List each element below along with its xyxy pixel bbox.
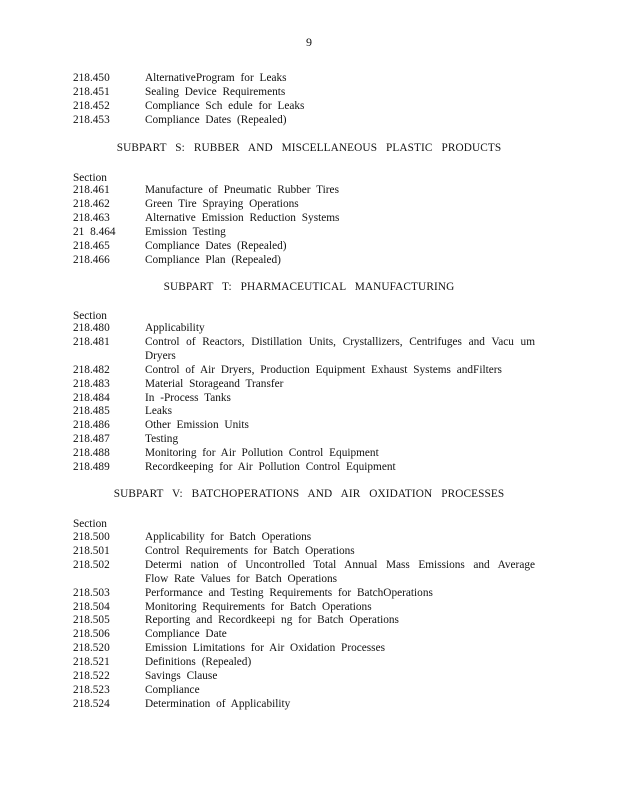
section-entry [0, 614, 618, 628]
section-number: 218.520 [73, 642, 110, 655]
section-number: 218.503 [73, 586, 110, 599]
section-entry [0, 226, 618, 240]
section-list-subpart-s [0, 184, 618, 267]
section-label: Section [73, 310, 107, 322]
section-label: Section [73, 518, 107, 530]
section-title: Applicability for Batch Operations [145, 531, 312, 543]
section-number: 218.522 [73, 670, 110, 683]
section-number: 218.524 [73, 697, 110, 710]
section-entry [0, 72, 618, 86]
section-title: Compliance Plan (Repealed) [145, 253, 281, 266]
section-number: 218.486 [73, 419, 110, 432]
section-title: Applicability [145, 322, 205, 334]
section-title: Recordkeeping for Air Pollution Control Equipment [145, 461, 396, 474]
section-number: 218.480 [73, 322, 110, 334]
section-list-group1 [0, 72, 618, 128]
section-entry [0, 587, 618, 601]
section-number: 218.481 [73, 335, 110, 348]
section-title: Emission Limitations for Air Oxidation Processes [145, 642, 385, 655]
section-entry [0, 545, 618, 559]
section-entry [0, 212, 618, 226]
section-entry [0, 628, 618, 642]
subpart-t-heading: SUBPART T: PHARMACEUTICAL MANUFACTURING [163, 281, 455, 293]
section-number: 218.523 [73, 683, 110, 696]
section-entry [0, 254, 618, 268]
section-entry [0, 336, 618, 364]
section-number: 218.452 [73, 99, 110, 112]
section-title: Definitions (Repealed) [145, 656, 252, 669]
section-title: Control of Air Dryers, Production Equipment Exhaust Systems andFilters [145, 363, 502, 376]
section-entry [0, 698, 618, 712]
section-title: Monitoring for Air Pollution Control Equipment [145, 447, 379, 460]
section-number: 218.461 [73, 184, 110, 196]
section-title: Sealing Device Requirements [145, 85, 286, 98]
section-number: 218.451 [73, 85, 110, 98]
section-label-v [0, 517, 618, 531]
subpart-v-heading: SUBPART V: BATCHOPERATIONS AND AIR OXIDATION PROCESSES [113, 488, 505, 500]
section-title: Determination of Applicability [145, 697, 291, 710]
section-number: 218.487 [73, 433, 110, 446]
section-entry [0, 656, 618, 670]
section-number: 218.483 [73, 377, 110, 390]
section-title: Compliance Date [145, 628, 227, 641]
section-entry [0, 531, 618, 545]
section-entry [0, 198, 618, 212]
section-entry [0, 86, 618, 100]
section-title: Alternative Emission Reduction Systems [145, 211, 340, 224]
section-title: Monitoring Requirements for Batch Operations [145, 600, 372, 613]
section-number: 218.505 [73, 614, 110, 627]
section-number: 21 8.464 [73, 225, 116, 238]
section-title: Determi nation of Uncontrolled Total Annual Mass Emissions and Average Flow Rate Values for Batch Operations [145, 558, 535, 585]
page-number: 9 [306, 35, 312, 49]
section-label-t [0, 309, 618, 323]
section-entry [0, 364, 618, 378]
section-number: 218.450 [73, 72, 110, 84]
section-title: Material Storageand Transfer [145, 377, 284, 390]
section-number: 218.453 [73, 113, 110, 126]
section-title: Compliance [145, 683, 200, 696]
section-number: 218.465 [73, 239, 110, 252]
section-title: Compliance Dates (Repealed) [145, 113, 287, 126]
section-entry [0, 100, 618, 114]
section-entry [0, 405, 618, 419]
section-number: 218.502 [73, 558, 110, 571]
section-entry [0, 419, 618, 433]
section-number: 218.506 [73, 628, 110, 641]
section-entry [0, 670, 618, 684]
section-title: Performance and Testing Requirements for BatchOperations [145, 586, 433, 599]
section-title: Leaks [145, 405, 172, 418]
section-number: 218.501 [73, 544, 110, 557]
section-entry [0, 447, 618, 461]
section-entry [0, 642, 618, 656]
section-title: Control Requirements for Batch Operations [145, 544, 355, 557]
section-title: Green Tire Spraying Operations [145, 197, 299, 210]
section-entry [0, 378, 618, 392]
section-title: Manufacture of Pneumatic Rubber Tires [145, 184, 339, 196]
section-number: 218.484 [73, 391, 110, 404]
section-entry [0, 461, 618, 475]
section-number: 218.488 [73, 447, 110, 460]
section-entry [0, 114, 618, 128]
section-title: Savings Clause [145, 670, 218, 683]
section-label: Section [73, 172, 107, 184]
section-title: Control of Reactors, Distillation Units, Crystallizers, Centrifuges and Vacu um Dryers [145, 335, 535, 362]
section-number: 218.463 [73, 211, 110, 224]
section-number: 218.482 [73, 363, 110, 376]
section-entry [0, 322, 618, 336]
section-entry [0, 240, 618, 254]
section-title: Compliance Sch edule for Leaks [145, 99, 305, 112]
section-number: 218.489 [73, 461, 110, 474]
section-number: 218.485 [73, 405, 110, 418]
section-entry [0, 601, 618, 615]
section-label-s [0, 171, 618, 185]
section-list-subpart-t [0, 322, 618, 475]
section-number: 218.521 [73, 656, 110, 669]
section-title: In -Process Tanks [145, 391, 231, 404]
section-number: 218.500 [73, 531, 110, 543]
section-title: Other Emission Units [145, 419, 249, 432]
section-title: Reporting and Recordkeepi ng for Batch Operations [145, 614, 399, 627]
section-entry [0, 433, 618, 447]
section-entry [0, 392, 618, 406]
section-title: Emission Testing [145, 225, 226, 238]
section-entry [0, 559, 618, 587]
section-entry [0, 184, 618, 198]
section-title: Testing [145, 433, 179, 446]
section-number: 218.466 [73, 253, 110, 266]
section-list-subpart-v [0, 531, 618, 712]
section-number: 218.504 [73, 600, 110, 613]
section-number: 218.462 [73, 197, 110, 210]
section-title: Compliance Dates (Repealed) [145, 239, 287, 252]
section-title: AlternativeProgram for Leaks [145, 72, 287, 84]
section-entry [0, 684, 618, 698]
subpart-s-heading: SUBPART S: RUBBER AND MISCELLANEOUS PLASTIC PRODUCTS [116, 142, 502, 154]
